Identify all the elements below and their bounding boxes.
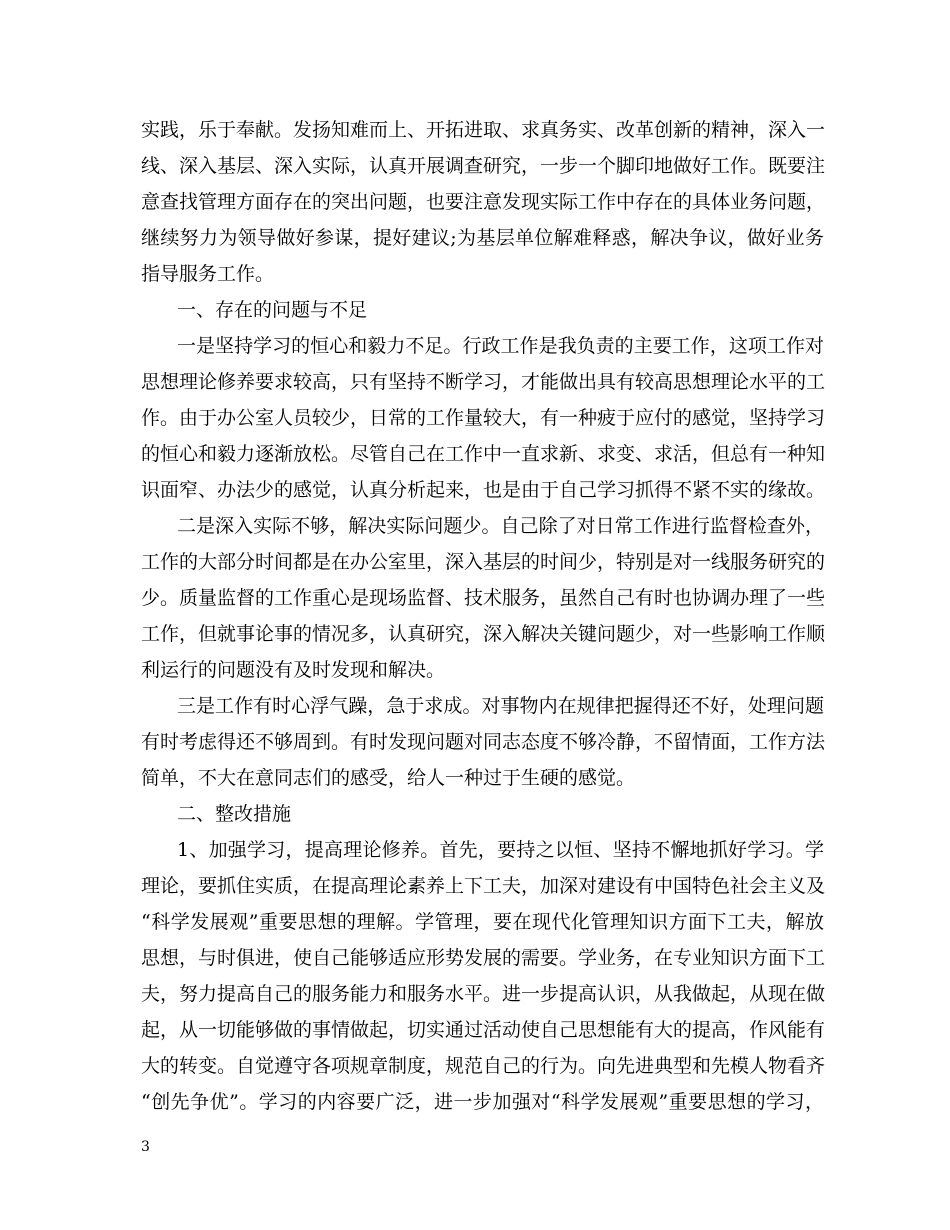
text-line: 简单，不大在意同志们的感受，给人一种过于生硬的感觉。	[141, 767, 636, 789]
text-line: 大的转变。自觉遵守各项规章制度，规范自己的行为。向先进典型和先模人物看齐	[141, 1055, 826, 1077]
text-line: 的恒心和毅力逐渐放松。尽管自己在工作中一直求新、求变、求活，但总有一种知	[141, 443, 826, 465]
text-line: 夫，努力提高自己的服务能力和服务水平。进一步提高认识，从我做起，从现在做	[141, 983, 826, 1005]
text-line: 思想，与时俱进，使自己能够适应形势发展的需要。学业务，在专业知识方面下工	[141, 947, 826, 969]
text-line: 作。由于办公室人员较少，日常的工作量较大，有一种疲于应付的感觉，坚持学习	[141, 407, 826, 429]
text-line: 利运行的问题没有及时发现和解决。	[141, 659, 446, 681]
text-line: 1、加强学习，提高理论修养。首先，要持之以恒、坚持不懈地抓好学习。学	[177, 839, 824, 861]
text-line: “科学发展观”重要思想的理解。学管理，要在现代化管理知识方面下工夫，解放	[141, 911, 824, 933]
text-line: 实践，乐于奉献。发扬知难而上、开拓进取、求真务实、改革创新的精神，深入一	[141, 119, 826, 141]
text-line: 线、深入基层、深入实际，认真开展调查研究，一步一个脚印地做好工作。既要注	[141, 155, 826, 177]
page-number: 3	[141, 1139, 150, 1155]
text-line: 识面窄、办法少的感觉，认真分析起来，也是由于自己学习抓得不紧不实的缘故。	[141, 479, 826, 501]
text-line: 继续努力为领导做好参谋，提好建议;为基层单位解难释惑，解决争议，做好业务	[141, 227, 824, 249]
text-line: 三是工作有时心浮气躁，急于求成。对事物内在规律把握得还不好，处理问题	[177, 695, 824, 717]
section-heading: 二、整改措施	[177, 803, 292, 825]
text-line: 意查找管理方面存在的突出问题，也要注意发现实际工作中存在的具体业务问题，	[141, 191, 826, 213]
text-line: 一是坚持学习的恒心和毅力不足。行政工作是我负责的主要工作，这项工作对	[177, 335, 824, 357]
text-line: 思想理论修养要求较高，只有坚持不断学习，才能做出具有较高思想理论水平的工	[141, 371, 826, 393]
text-line: 有时考虑得还不够周到。有时发现问题对同志态度不够冷静，不留情面，工作方法	[141, 731, 826, 753]
text-line: “创先争优”。学习的内容要广泛，进一步加强对“科学发展观”重要思想的学习，	[141, 1091, 824, 1113]
text-line: 少。质量监督的工作重心是现场监督、技术服务，虽然自己有时也协调办理了一些	[141, 587, 826, 609]
text-line: 起，从一切能够做的事情做起，切实通过活动使自己思想能有大的提高，作风能有	[141, 1019, 826, 1041]
text-line: 工作，但就事论事的情况多，认真研究，深入解决关键问题少，对一些影响工作顺	[141, 623, 826, 645]
text-line: 理论，要抓住实质，在提高理论素养上下工夫，加深对建设有中国特色社会主义及	[141, 875, 826, 897]
text-line: 二是深入实际不够，解决实际问题少。自己除了对日常工作进行监督检查外，	[177, 515, 824, 537]
text-line: 工作的大部分时间都是在办公室里，深入基层的时间少，特别是对一线服务研究的	[141, 551, 826, 573]
section-heading: 一、存在的问题与不足	[177, 299, 368, 321]
text-line: 指导服务工作。	[141, 263, 275, 285]
